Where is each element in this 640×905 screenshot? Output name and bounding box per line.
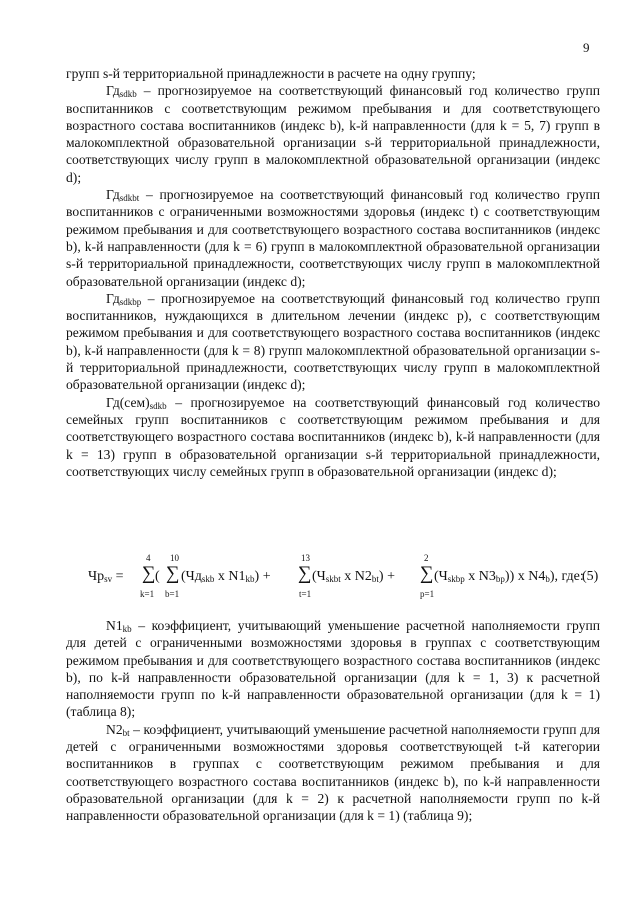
sum3-lower-limit: t=1 [299,589,312,599]
formula-lhs: $Чр_{sv}$ = [88,569,124,584]
definition-n2-bt [66,721,600,825]
definition-symbol: N2 [106,721,123,737]
page-number: 9 [583,40,590,55]
definition-symbol-subscript: bt [122,727,130,738]
definition-text: – прогнозируемое на соответствующий финансовый год количество групп воспитанников с ограниченными возможностями здоровья (индекс t) с соответствующим режимом пребывания и для соответствующего возрастного состава воспитанников (индекс b), k-й направленности (для k = 6) групп в малокомплектной образовательной организации s-й территориальной принадлежности, соответствующих числу групп в малокомплектной образовательной организации (индекс d); [66,187,600,289]
definition-gd-sdkb [66,82,600,186]
document-body-top [66,65,600,480]
definition-gd-sdkbt [66,186,600,290]
definition-text: – коэффициент, учитывающий уменьшение расчетной наполняемости групп для детей с ограниченными возможностями здоровья соответствующей t-й категории воспитанников в группах с соответствующим режимом пребывания и для соответствующего возрастного состава воспитанников (индекс b), по k-й направленности образовательной организации (для k = 2) к расчетной наполняемости групп по k-й направленности образовательной организации (для k = 1) (таблица 9); [66,721,600,824]
definition-symbol-subscript: kb [122,624,132,634]
definition-text: – прогнозируемое на соответствующий финансовый год количество семейных групп воспитанников с соответствующим режимом пребывания и для соответствующего возрастного состава воспитанников (индекс b), k-й направленности (для k = 13) групп в образовательной организации s-й территориальной принадлежности, соответствующих числу семейных групп в образовательной организации (индекс d); [66,394,600,479]
sum2-lower-limit: b=1 [165,589,180,599]
definition-symbol-subscript: sdkb [149,400,167,411]
definition-symbol: N1 [106,618,123,633]
sum2-upper-limit: 10 [170,553,179,563]
definition-symbol: Гд [106,290,120,306]
definition-n1-kb [66,617,600,721]
paragraph-continuation: групп s-й территориальной принадлежности в расчете на одну группу; [66,66,476,81]
definition-text: – прогнозируемое на соответствующий финансовый год количество групп воспитанников с соответствующим режимом пребывания и для соответствующего возрастного состава воспитанников (индекс b), k-й направленности (для k = 5, 7) групп в малокомплектной образовательной организации s-й территориальной принадлежности, соответствующих числу групп в малокомплектной образовательной организации (индекс d); [66,83,600,185]
sum3-upper-limit: 13 [301,553,310,563]
definition-symbol-subscript: sdkb [119,89,137,100]
definition-symbol: Гд [106,187,120,203]
sum1-sigma-icon: ∑ [142,563,156,584]
definition-gd-sdkbp [66,290,600,394]
definition-symbol-subscript: sdkbp [119,296,142,307]
document-body-bottom [66,617,600,825]
sum2-sigma-icon: ∑ [166,563,180,584]
sum4-lower-limit: p=1 [420,589,435,599]
formula-term3: ($Ч_{skbp}$ x $N3_{bp}$)) x $N4_b$), где: [434,569,584,584]
formula-5: $Чр_{sv}$ = 4 ∑ k=1 ( 10 ∑ b=1 ($Чд_{skb}$ x $N1_{kb}$) + 13 ∑ t=1 ($Ч_{skbt}$ x $N2_{bt}$) + 2 ∑ p=1 ($Ч_{skbp}$ x $N3_{bp}$)) x $N4_b$), где: (5) [88,553,599,599]
formula-term1: ($Чд_{skb}$ x $N1_{kb}$) + [181,569,271,584]
definition-symbol: Гд [106,83,120,99]
sum3-sigma-icon: ∑ [298,563,312,584]
definition-gd-sem-sdkb [66,394,600,480]
definition-text: – коэффициент, учитывающий уменьшение расчетной наполняемости групп для детей с ограниченными возможностями здоровья в группах с соответствующим режимом пребывания и для соответствующего возрастного состава воспитанников (индекс b), по k-й направленности образовательной организации (для k = 1, 3) к расчетной наполняемости групп по k-й направленности образовательной организации (для k = 1) (таблица 8); [66,618,600,720]
sum1-upper-limit: 4 [146,553,151,563]
sum4-sigma-icon: ∑ [420,563,434,584]
definition-symbol: Гд(сем) [106,394,150,410]
definition-text: – прогнозируемое на соответствующий финансовый год количество групп воспитанников, нуждающихся в длительном лечении (индекс p), с соответствующим режимом пребывания и для соответствующего возрастного состава воспитанников (индекс b), k-й направленности (для k = 8) групп малокомплектной образовательной организации s-й территориальной принадлежности, соответствующих числу групп в малокомплектной образовательной организации (индекс d); [66,290,600,393]
sum1-lower-limit: k=1 [140,589,155,599]
sum4-upper-limit: 2 [424,553,429,563]
formula-number: (5) [582,569,599,584]
formula-term2: ($Ч_{skbt}$ x $N2_{bt}$) + [312,569,395,584]
definition-symbol-subscript: sdkbt [119,193,140,204]
